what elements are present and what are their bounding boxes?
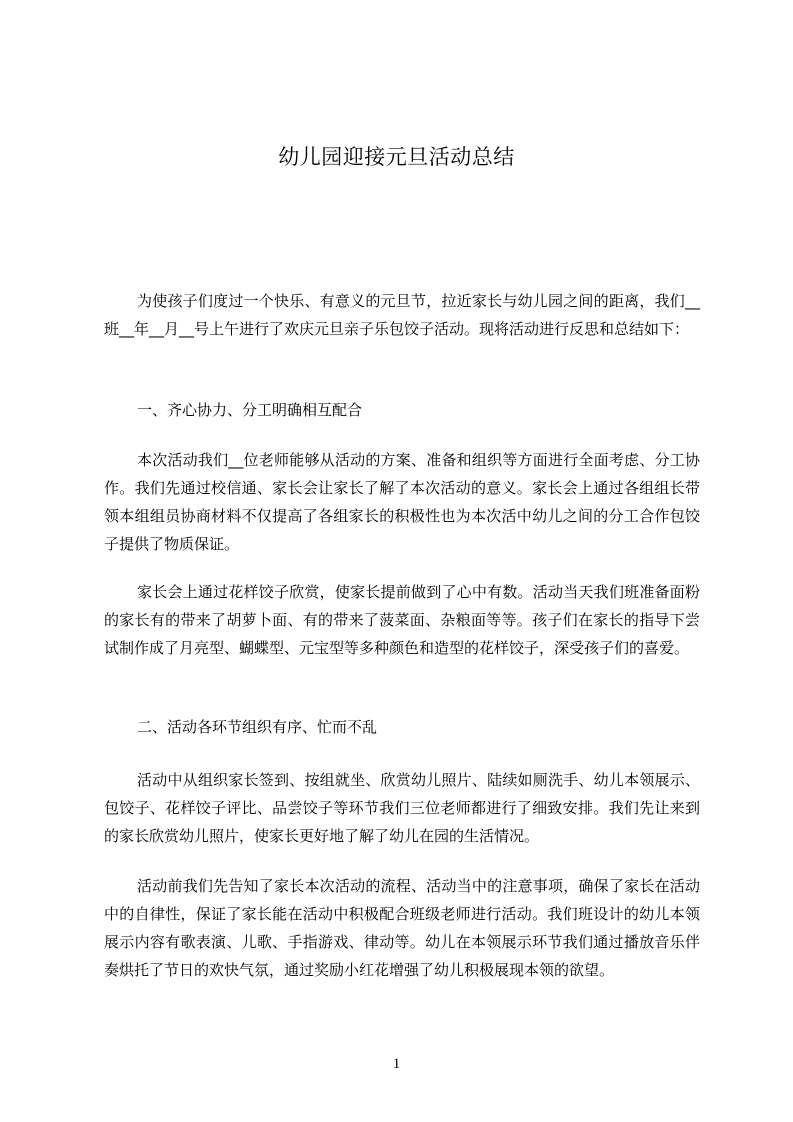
section-1-paragraph-2: 家长会上通过花样饺子欣赏，使家长提前做到了心中有数。活动当天我们班准备面粉的家长有的带来了胡萝卜面、有的带来了菠菜面、杂粮面等等。孩子们在家长的指导下尝试制作成了月亮型、蝴蝶型、元宝型等多种颜色和造型的花样饺子，深受孩子们的喜爱。 [104, 583, 700, 657]
section-heading-1: 一、齐心协力、分工明确相互配合 [137, 401, 363, 419]
section-2-paragraph-1: 活动中从组织家长签到、按组就坐、欣赏幼儿照片、陆续如厕洗手、幼儿本领展示、包饺子、花样饺子评比、品尝饺子等环节我们三位老师都进行了细致安排。我们先让来到的家长欣赏幼儿照片，使家长更好地了解了幼儿在园的生活情况。 [104, 771, 700, 845]
page-number: 1 [392, 1056, 401, 1072]
section-heading-2: 二、活动各环节组织有序、忙而不乱 [137, 718, 378, 736]
section-1-paragraph-1: 本次活动我们__位老师能够从活动的方案、准备和组织等方面进行全面考虑、分工协作。我们先通过校信通、家长会让家长了解了本次活动的意义。家长会上通过各组组长带领本组组员协商材料不仅提高了各组家长的积极性也为本次活中幼儿之间的分工合作包饺子提供了物质保证。 [104, 451, 700, 553]
section-2-paragraph-2: 活动前我们先告知了家长本次活动的流程、活动当中的注意事项，确保了家长在活动中的自律性，保证了家长能在活动中积极配合班级老师进行活动。我们班设计的幼儿本领展示内容有歌表演、儿歌、手指游戏、律动等。幼儿在本领展示环节我们通过播放音乐伴奏烘托了节日的欢快气氛，通过奖励小红花增强了幼儿积极展现本领的欲望。 [104, 877, 700, 979]
document-title: 幼儿园迎接元旦活动总结 [278, 145, 515, 169]
intro-paragraph: 为使孩子们度过一个快乐、有意义的元旦节，拉近家长与幼儿园之间的距离，我们__班__年__月__号上午进行了欢庆元旦亲子乐包饺子活动。现将活动进行反思和总结如下： [104, 292, 700, 338]
